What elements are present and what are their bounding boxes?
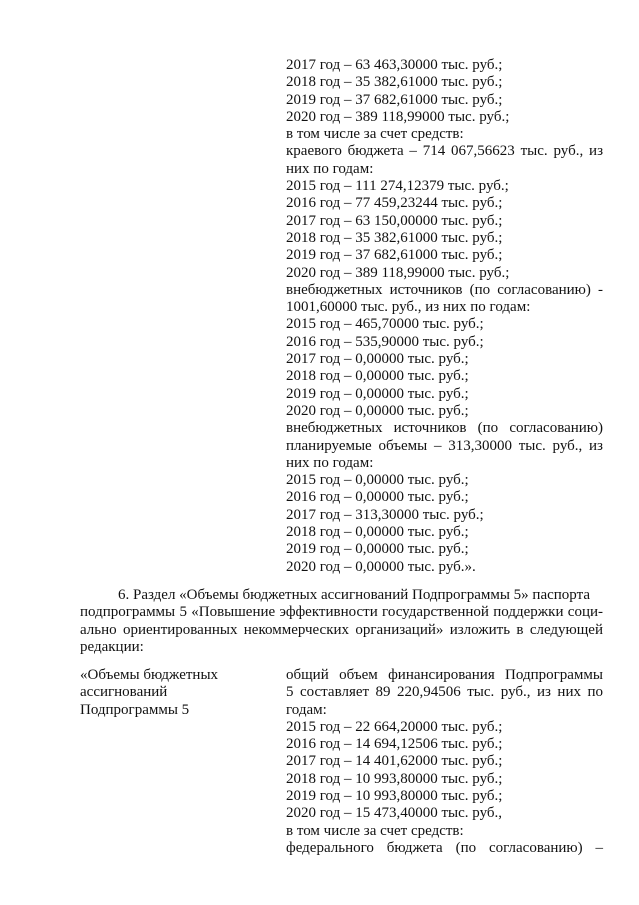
- text-line: ально ориентированных некоммерческих организаций» изложить в следующей: [80, 621, 603, 638]
- text-line: 2017 год – 63 150,00000 тыс. руб.;: [286, 212, 503, 229]
- section-6-paragraph: [80, 587, 603, 656]
- text-line: годам:: [286, 701, 327, 718]
- text-line: 2015 год – 111 274,12379 тыс. руб.;: [286, 178, 509, 195]
- text-line: 2019 год – 10 993,80000 тыс. руб.;: [286, 788, 503, 805]
- text-line: 2020 год – 389 118,99000 тыс. руб.;: [286, 108, 510, 125]
- text-line: краевого бюджета – 714 067,56623 тыс. руб., из: [286, 143, 603, 160]
- text-line: планируемые объемы – 313,30000 тыс. руб., из: [286, 437, 603, 454]
- text-line: 2016 год – 14 694,12506 тыс. руб.;: [286, 736, 503, 753]
- text-line: подпрограммы 5 «Повышение эффективности государственной поддержки соци-: [80, 604, 603, 621]
- text-line: 2018 год – 0,00000 тыс. руб.;: [286, 524, 469, 541]
- text-line: 2018 год – 35 382,61000 тыс. руб.;: [286, 229, 503, 246]
- text-line: 2015 год – 465,70000 тыс. руб.;: [286, 316, 484, 333]
- text-line: 2018 год – 10 993,80000 тыс. руб.;: [286, 770, 503, 787]
- text-line: 2016 год – 0,00000 тыс. руб.;: [286, 489, 469, 506]
- text-line: 2016 год – 535,90000 тыс. руб.;: [286, 333, 484, 350]
- text-line: 2019 год – 37 682,61000 тыс. руб.;: [286, 247, 503, 264]
- text-line: 2020 год – 0,00000 тыс. руб.».: [286, 558, 476, 575]
- text-line: 2017 год – 63 463,30000 тыс. руб.;: [286, 57, 503, 73]
- text-line: них по годам:: [286, 454, 374, 471]
- text-line: Подпрограммы 5: [80, 701, 190, 718]
- text-line: 2017 год – 14 401,62000 тыс. руб.;: [286, 753, 503, 770]
- text-line: 2018 год – 0,00000 тыс. руб.;: [286, 368, 469, 385]
- text-line: 2018 год – 35 382,61000 тыс. руб.;: [286, 74, 503, 91]
- text-line: 2019 год – 37 682,61000 тыс. руб.;: [286, 91, 503, 108]
- text-line: 2017 год – 0,00000 тыс. руб.;: [286, 351, 469, 368]
- text-line: 2017 год – 313,30000 тыс. руб.;: [286, 506, 484, 523]
- text-line: 2020 год – 15 473,40000 тыс. руб.,: [286, 805, 503, 822]
- text-line: редакции:: [80, 638, 144, 655]
- financing-block-continued: [286, 57, 603, 576]
- text-line: в том числе за счет средств:: [286, 822, 464, 839]
- text-line: 5 составляет 89 220,94506 тыс. руб., из них по: [286, 684, 603, 701]
- text-line: 1001,60000 тыс. руб., из них по годам:: [286, 299, 531, 316]
- text-line: 2015 год – 22 664,20000 тыс. руб.;: [286, 718, 503, 735]
- budget-allocations-label: [80, 667, 260, 719]
- text-line: 6. Раздел «Объемы бюджетных ассигнований Подпрограммы 5» паспорта: [118, 587, 591, 603]
- text-line: 2020 год – 0,00000 тыс. руб.;: [286, 402, 469, 419]
- text-line: них по годам:: [286, 160, 374, 177]
- text-line: 2019 год – 0,00000 тыс. руб.;: [286, 541, 469, 558]
- text-line: 2020 год – 389 118,99000 тыс. руб.;: [286, 264, 510, 281]
- text-line: 2016 год – 77 459,23244 тыс. руб.;: [286, 195, 503, 212]
- text-line: 2019 год – 0,00000 тыс. руб.;: [286, 385, 469, 402]
- text-line: 2015 год – 0,00000 тыс. руб.;: [286, 472, 469, 489]
- text-line: «Объемы бюджетных: [80, 667, 219, 683]
- text-line: внебюджетных источников (по согласованию) -: [286, 281, 603, 298]
- text-line: внебюджетных источников (по согласованию): [286, 420, 603, 437]
- text-line: федерального бюджета (по согласованию) –: [286, 839, 603, 856]
- text-line: ассигнований: [80, 684, 168, 701]
- text-line: общий объем финансирования Подпрограммы: [286, 667, 603, 683]
- text-line: в том числе за счет средств:: [286, 126, 464, 143]
- financing-block-subprogram-5: [286, 667, 603, 857]
